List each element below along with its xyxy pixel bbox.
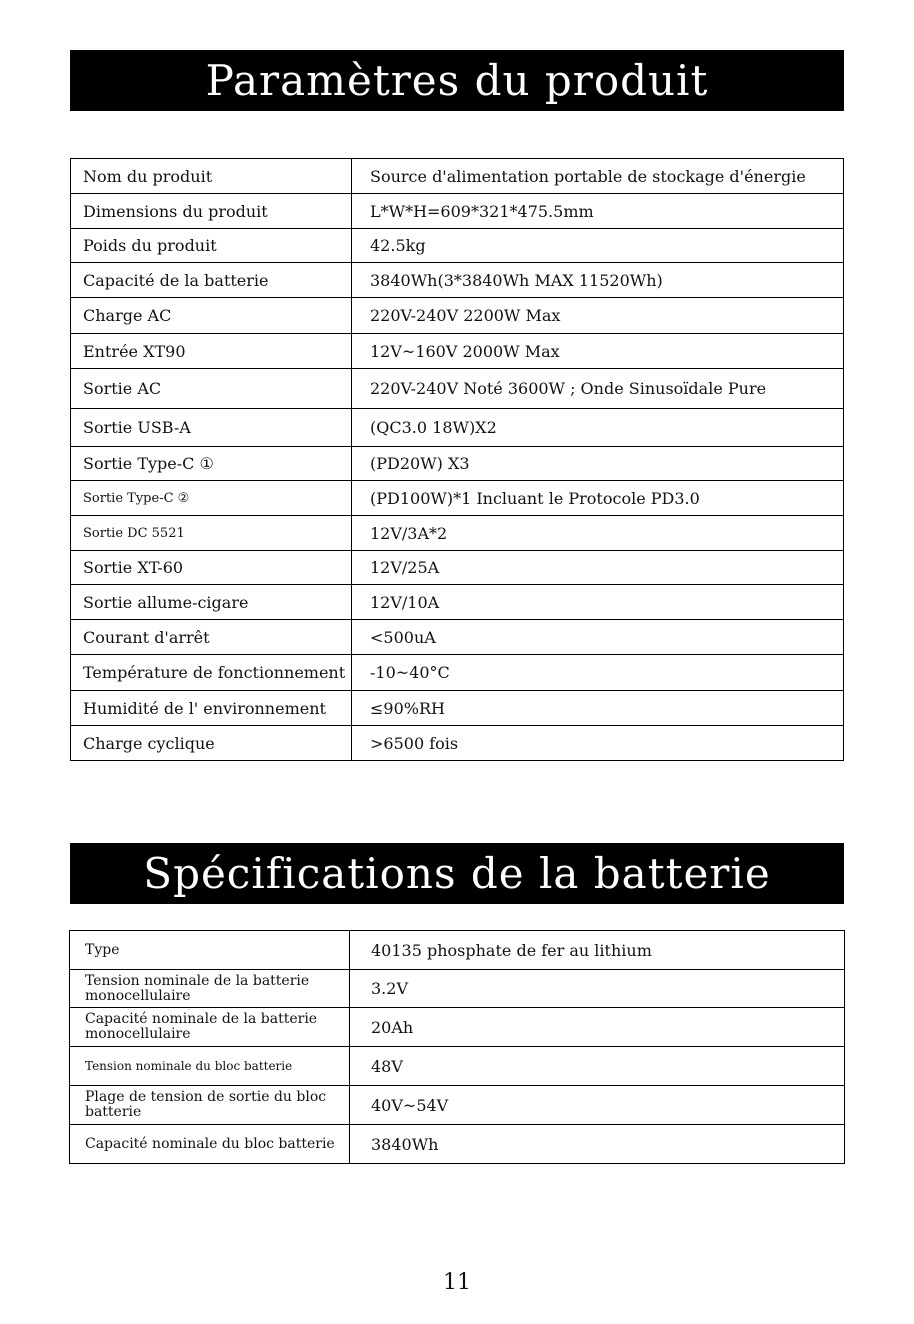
table-row bbox=[70, 1047, 845, 1086]
row-value: 12V/3A*2 bbox=[352, 516, 844, 551]
row-value: >6500 fois bbox=[352, 726, 844, 761]
row-value: (PD100W)*1 Incluant le Protocole PD3.0 bbox=[352, 481, 844, 516]
product-parameters-table bbox=[70, 158, 844, 761]
row-label: Température de fonctionnement bbox=[71, 655, 352, 691]
row-value: L*W*H=609*321*475.5mm bbox=[352, 194, 844, 229]
row-value: 12V~160V 2000W Max bbox=[352, 334, 844, 369]
row-value: 220V-240V 2200W Max bbox=[352, 298, 844, 334]
row-value: Source d'alimentation portable de stockage d'énergie bbox=[352, 159, 844, 194]
table-row bbox=[70, 1008, 845, 1047]
table-row bbox=[71, 655, 844, 691]
row-label: Sortie allume-cigare bbox=[71, 585, 352, 620]
table-row bbox=[71, 620, 844, 655]
table-row bbox=[71, 409, 844, 447]
row-value: ≤90%RH bbox=[352, 691, 844, 726]
row-value: 3840Wh bbox=[350, 1125, 845, 1164]
section-title-battery-specifications: Spécifications de la batterie bbox=[70, 843, 844, 904]
row-label: Tension nominale du bloc batterie bbox=[70, 1047, 350, 1086]
table-row bbox=[71, 369, 844, 409]
row-label: Sortie Type-C ① bbox=[71, 447, 352, 481]
table-row bbox=[71, 263, 844, 298]
row-value: 12V/10A bbox=[352, 585, 844, 620]
row-label: Capacité nominale de la batterie monocellulaire bbox=[70, 1008, 350, 1047]
table-row bbox=[71, 516, 844, 551]
row-value: 40V~54V bbox=[350, 1086, 845, 1125]
table-row bbox=[71, 229, 844, 263]
table-row bbox=[71, 159, 844, 194]
table-row bbox=[70, 970, 845, 1008]
row-label: Poids du produit bbox=[71, 229, 352, 263]
row-value: (PD20W) X3 bbox=[352, 447, 844, 481]
table-row bbox=[71, 726, 844, 761]
row-label: Capacité nominale du bloc batterie bbox=[70, 1125, 350, 1164]
table-row bbox=[71, 334, 844, 369]
row-value: 3.2V bbox=[350, 970, 845, 1008]
row-value: 220V-240V Noté 3600W ; Onde Sinusoïdale Pure bbox=[352, 369, 844, 409]
row-label: Type bbox=[70, 931, 350, 970]
table-row bbox=[70, 1125, 845, 1164]
row-label: Dimensions du produit bbox=[71, 194, 352, 229]
row-label: Sortie AC bbox=[71, 369, 352, 409]
row-value: 42.5kg bbox=[352, 229, 844, 263]
row-value: 40135 phosphate de fer au lithium bbox=[350, 931, 845, 970]
row-label: Sortie Type-C ② bbox=[71, 481, 352, 516]
row-label: Sortie DC 5521 bbox=[71, 516, 352, 551]
row-value: (QC3.0 18W)X2 bbox=[352, 409, 844, 447]
table-row bbox=[70, 1086, 845, 1125]
row-label: Nom du produit bbox=[71, 159, 352, 194]
battery-specifications-table bbox=[69, 930, 845, 1164]
row-label: Sortie USB-A bbox=[71, 409, 352, 447]
table-row bbox=[71, 481, 844, 516]
row-value: <500uA bbox=[352, 620, 844, 655]
table-row bbox=[71, 298, 844, 334]
row-label: Humidité de l' environnement bbox=[71, 691, 352, 726]
table-row bbox=[71, 551, 844, 585]
row-label: Charge AC bbox=[71, 298, 352, 334]
table-row bbox=[71, 194, 844, 229]
row-label: Sortie XT-60 bbox=[71, 551, 352, 585]
row-label: Charge cyclique bbox=[71, 726, 352, 761]
row-value: 12V/25A bbox=[352, 551, 844, 585]
row-label: Plage de tension de sortie du bloc batterie bbox=[70, 1086, 350, 1125]
row-value: 48V bbox=[350, 1047, 845, 1086]
section-title-product-parameters: Paramètres du produit bbox=[70, 50, 844, 111]
row-label: Tension nominale de la batterie monocellulaire bbox=[70, 970, 350, 1008]
row-label: Entrée XT90 bbox=[71, 334, 352, 369]
row-value: 20Ah bbox=[350, 1008, 845, 1047]
table-row bbox=[71, 691, 844, 726]
row-value: -10~40°C bbox=[352, 655, 844, 691]
table-row bbox=[71, 585, 844, 620]
table-row bbox=[71, 447, 844, 481]
row-label: Capacité de la batterie bbox=[71, 263, 352, 298]
table-row bbox=[70, 931, 845, 970]
page-number: 11 bbox=[443, 1270, 471, 1295]
row-label: Courant d'arrêt bbox=[71, 620, 352, 655]
row-value: 3840Wh(3*3840Wh MAX 11520Wh) bbox=[352, 263, 844, 298]
